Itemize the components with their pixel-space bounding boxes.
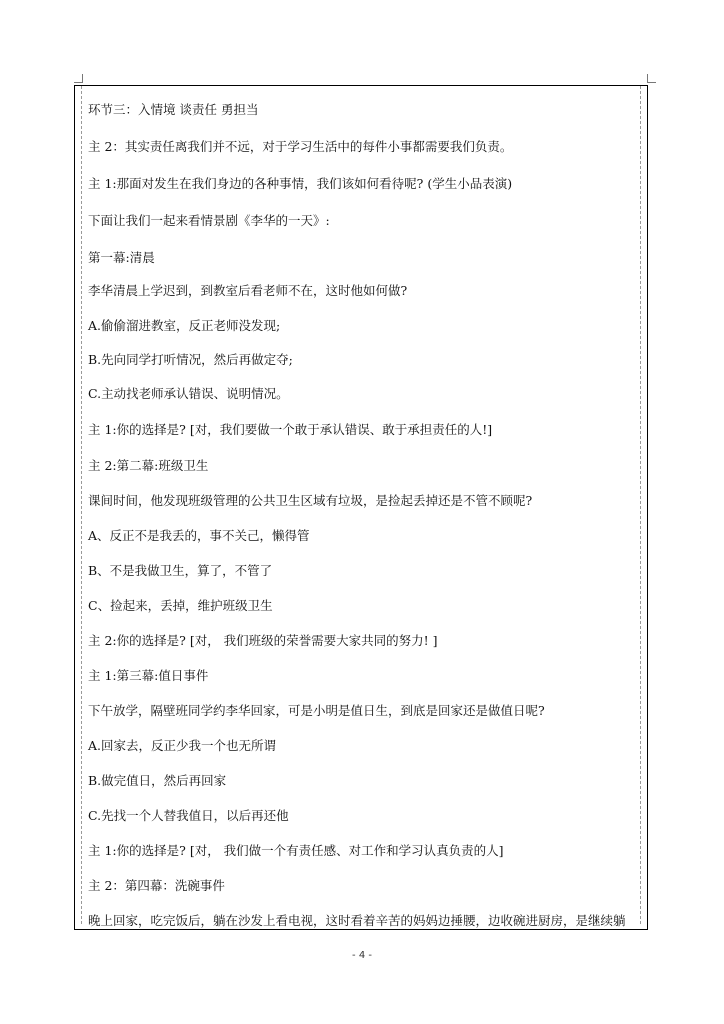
- option-line: B.先向同学打听情况，然后再做定夺;: [88, 352, 293, 367]
- paragraph-line: 主 2：其实责任离我们并不远，对于学习生活中的每件小事都需要我们负责。: [88, 139, 513, 154]
- option-line: B、不是我做卫生，算了，不管了: [88, 563, 273, 578]
- paragraph-line: 下面让我们一起来看情景剧《李华的一天》:: [88, 213, 330, 228]
- option-line: C.先找一个人替我值日，以后再还他: [88, 808, 289, 823]
- scene-heading: 主 2:第二幕:班级卫生: [88, 458, 209, 473]
- paragraph-line: 主 1:那面对发生在我们身边的各种事情，我们该如何看待呢? (学生小品表演): [88, 176, 513, 191]
- question-line: 课间时间，他发现班级管理的公共卫生区域有垃圾，是捡起丢掉还是不管不顾呢?: [88, 493, 533, 508]
- answer-line: 主 1:你的选择是? [对， 我们做一个有责任感、对工作和学习认真负责的人]: [88, 843, 504, 858]
- answer-line: 主 2:你的选择是? [对， 我们班级的荣誉需要大家共同的努力! ]: [88, 633, 438, 648]
- margin-guide-left: [81, 86, 82, 924]
- scene-heading: 主 1:第三幕:值日事件: [88, 668, 209, 683]
- scene-heading: 主 2：第四幕：洗碗事件: [88, 878, 225, 893]
- option-line: A.回家去，反正少我一个也无所谓: [88, 738, 277, 753]
- option-line: B.做完值日，然后再回家: [88, 773, 227, 788]
- section-heading: 环节三：入情境 谈责任 勇担当: [88, 102, 259, 117]
- crop-mark-top-left: [74, 74, 83, 83]
- answer-line: 主 1:你的选择是? [对，我们要做一个敢于承认错误、敢于承担责任的人!]: [88, 422, 493, 437]
- scene-heading: 第一幕:清晨: [88, 250, 155, 265]
- question-line: 李华清晨上学迟到，到教室后看老师不在，这时他如何做?: [88, 283, 408, 298]
- margin-guide-right: [640, 86, 641, 924]
- option-line: A.偷偷溜进教室，反正老师没发现;: [88, 318, 281, 333]
- option-line: A、反正不是我丢的，事不关己，懒得管: [88, 528, 310, 543]
- paragraph-line: 晚上回家，吃完饭后，躺在沙发上看电视，这时看着辛苦的妈妈边捶腰，边收碗进厨房，是继续躺: [88, 913, 626, 928]
- page-number: - 4 -: [352, 950, 372, 961]
- option-line: C、捡起来，丢掉，维护班级卫生: [88, 598, 273, 613]
- question-line: 下午放学，隔壁班同学约李华回家，可是小明是值日生，到底是回家还是做值日呢?: [88, 703, 545, 718]
- option-line: C.主动找老师承认错误、说明情况。: [88, 386, 289, 401]
- crop-mark-top-right: [647, 74, 656, 83]
